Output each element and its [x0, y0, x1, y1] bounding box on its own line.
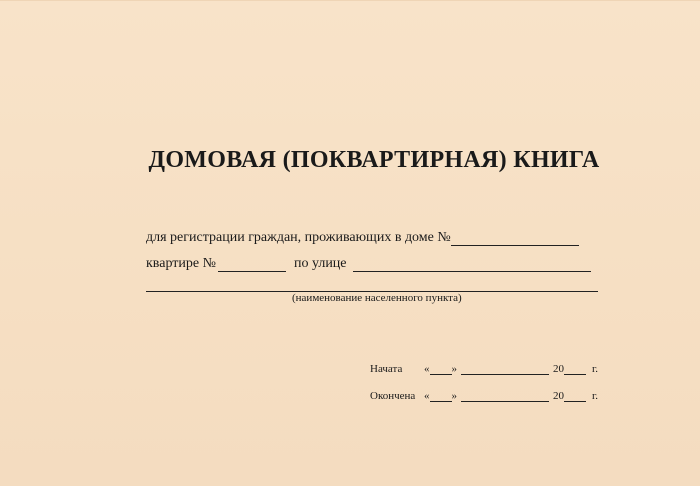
apartment-label: квартире № — [146, 256, 216, 271]
started-day-blank — [430, 364, 452, 375]
settlement-caption: (наименование населенного пункта) — [292, 292, 462, 304]
house-number-blank — [451, 231, 579, 246]
started-year-prefix: 20 — [553, 363, 564, 375]
ended-year-blank — [564, 391, 586, 402]
started-date-row — [370, 363, 598, 375]
quote-close: » — [451, 390, 457, 402]
document-title: ДОМОВАЯ (ПОКВАРТИРНАЯ) КНИГА — [148, 147, 600, 173]
quote-open: « — [424, 390, 430, 402]
street-label: по улице — [293, 256, 347, 271]
settlement-line — [146, 277, 598, 292]
quote-open: « — [424, 363, 430, 375]
ended-label: Окончена — [370, 390, 416, 402]
started-month-blank — [461, 364, 549, 375]
apartment-number-blank — [218, 257, 286, 272]
ended-year-suffix: г. — [592, 390, 599, 402]
street-blank — [353, 257, 591, 272]
ended-day-blank — [430, 391, 452, 402]
apartment-street-line — [146, 256, 591, 272]
started-label: Начата — [370, 363, 403, 375]
ended-year-prefix: 20 — [553, 390, 564, 402]
house-number-line — [146, 230, 579, 246]
settlement-blank — [146, 277, 598, 292]
started-year-blank — [564, 364, 586, 375]
house-line-text: для регистрации граждан, проживающих в доме № — [146, 230, 451, 245]
quote-close: » — [451, 363, 457, 375]
ended-month-blank — [461, 391, 549, 402]
ended-date-row — [370, 390, 598, 402]
started-year-suffix: г. — [592, 363, 599, 375]
